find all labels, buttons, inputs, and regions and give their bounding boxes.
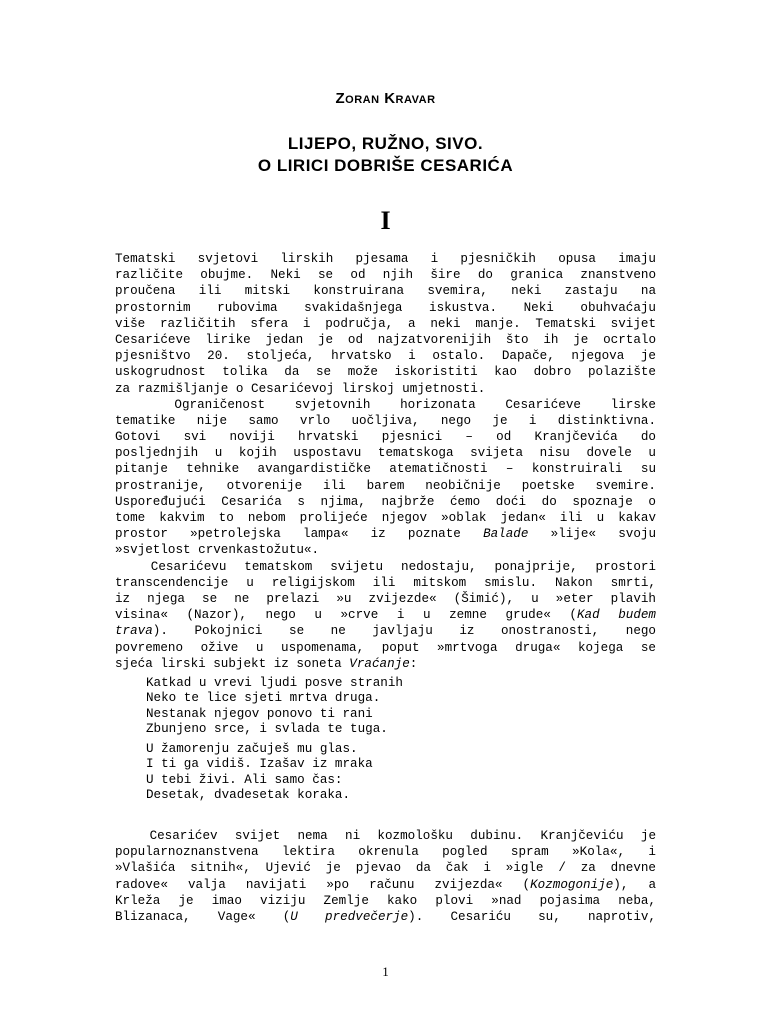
text-line [115, 316, 656, 332]
text-segment: Cesarićevu tematskom svijetu nedostaju, ponajprije, prostori [115, 559, 656, 574]
text-line [115, 623, 656, 639]
body-paragraphs-1 [115, 251, 656, 672]
text-segment: Uspoređujući Cesarića s njima, najbrže ćemo doći do spoznaje o [115, 494, 656, 509]
author-name: Zoran Kravar [335, 90, 436, 107]
text-segment: radove« valja navijati »po računu zvijezda« ( [115, 877, 531, 892]
text-segment: Krleža je imao viziju Zemlje kako plovi »nad pojasima neba, [115, 893, 656, 908]
text-line [115, 526, 656, 542]
poem-stanza-1 [146, 676, 403, 738]
text-line [115, 300, 656, 316]
text-line [115, 267, 656, 283]
text-line [115, 607, 656, 623]
text-segment: različite obujme. Neki se od njih šire do granica znanstveno [115, 268, 656, 283]
text-line [115, 381, 656, 397]
page-number: 1 [382, 964, 389, 979]
text-segment: proučena ili mitski konstruirana svemira, neki zastaju na [115, 284, 656, 299]
text-segment: Ograničenost svjetovnih horizonata Cesarićeve lirske [115, 397, 656, 412]
text-line [115, 559, 656, 575]
text-line [115, 893, 656, 909]
italic-text: U predvečerje [290, 909, 409, 924]
text-line [115, 575, 656, 591]
text-segment: pitanje tehnike avangardističke atematičnosti – konstruirali su [115, 462, 656, 477]
text-line [115, 591, 656, 607]
text-segment: pjesništvo 20. stoljeća, hrvatsko i ostalo. Dapače, njegova je [115, 349, 656, 364]
poem-line: Zbunjeno srce, i svlada te tuga. [146, 722, 388, 737]
text-line [115, 348, 656, 364]
text-line [115, 494, 656, 510]
text-line [115, 332, 656, 348]
text-segment: prostor »petrolejska lampa« iz poznate [115, 527, 484, 542]
text-segment: sjeća lirski subjekt iz soneta [115, 656, 350, 671]
text-line [115, 860, 656, 876]
poem-line: U tebi živi. Ali samo čas: [146, 772, 343, 787]
title-line-1: LIJEPO, RUŽNO, SIVO. [287, 134, 484, 153]
poem-line: I ti ga vidiš. Izašav iz mraka [146, 757, 373, 772]
text-line [115, 844, 656, 860]
text-line [115, 510, 656, 526]
text-line [115, 429, 656, 445]
text-segment: »Vlašića sitnih«, Ujević je pjevao da čak i »igle / za dnevne [115, 861, 656, 876]
text-segment: posljednjih u kojih uspostavu tematskoga svijeta nisu dovele u [115, 446, 656, 461]
body-paragraphs-2 [115, 828, 656, 925]
text-segment: za razmišljanje o Cesarićevoj lirskoj umjetnosti. [115, 381, 486, 396]
text-line [115, 542, 656, 558]
text-segment: ), a [613, 877, 657, 892]
text-segment: više različitih sfera i područja, a neki manje. Tematski svijet [115, 316, 656, 331]
text-line [115, 445, 656, 461]
text-segment: prostornim rubovima svakidašnjega iskustva. Neki obuhvaćaju [115, 300, 656, 315]
text-line [115, 397, 656, 413]
text-segment: povremeno ožive u uspomenama, poput »mrtvoga druga« kojega se [115, 640, 656, 655]
poem-line: Desetak, dvadesetak koraka. [146, 788, 351, 803]
text-segment: transcendencije u religijskom ili mitskom smislu. Nakon smrti, [115, 575, 656, 590]
text-segment: popularnoznanstvena lektira okrenula pogled spram »Kola«, i [115, 845, 656, 860]
italic-text: Balade [483, 527, 529, 542]
text-segment: Cesarićeve lirike jedan je od najzatvorenijih što ih je ocrtalo [115, 332, 656, 347]
text-segment: tome kakvim to nebom prolijeće njegov »oblak jedan« ili u kakav [115, 511, 656, 525]
text-segment: »svjetlost crvenkastožutu«. [115, 543, 320, 558]
text-segment: tematike nije samo vrlo uočljiva, nego je i distinktivna. [115, 413, 656, 428]
poem-line: Nestanak njegov ponovo ti rani [146, 706, 373, 721]
text-segment: Blizanaca, Vage« ( [115, 909, 291, 924]
text-line [115, 461, 656, 477]
text-segment: Tematski svjetovi lirskih pjesama i pjesničkih opusa imaju [115, 252, 656, 266]
section-heading: I [380, 206, 391, 235]
text-segment: »lije« svoju [528, 527, 656, 542]
text-segment: ). Cesariću su, naprotiv, [408, 909, 656, 924]
text-line [115, 364, 656, 380]
text-segment: visina« (Nazor), nego u »crve i u zemne grude« ( [115, 608, 577, 623]
italic-text: Kad budem [576, 608, 656, 623]
text-segment: iz njega se ne prelazi »u zvijezde« (Šimić), u »eter plavih [115, 591, 656, 606]
text-segment: prostranije, otvorenije ili barem neobičnije poetske svemire. [115, 478, 656, 493]
text-segment: Gotovi svi noviji hrvatski pjesnici – od Kranjčevića do [115, 430, 656, 445]
italic-text: Vraćanje [349, 656, 410, 671]
text-line [115, 877, 656, 893]
text-line [115, 251, 656, 267]
text-segment: uskogrudnost tolika da se može iskoristiti kao dobro polazište [115, 365, 656, 380]
text-line [115, 828, 656, 844]
text-segment: Cesarićev svijet nema ni kozmološku dubinu. Kranjčeviću je [115, 829, 656, 843]
poem-line: Neko te lice sjeti mrtva druga. [146, 691, 381, 706]
poem-line: U žamorenju začuješ mu glas. [146, 742, 358, 756]
text-line [115, 909, 656, 925]
text-segment: : [409, 656, 418, 671]
italic-text: trava [115, 624, 153, 639]
poem-stanza-2 [146, 742, 373, 804]
text-line [115, 413, 656, 429]
text-line [115, 478, 656, 494]
title-line-2: O LIRICI DOBRIŠE CESARIĆA [257, 156, 514, 175]
text-line [115, 656, 656, 672]
italic-text: Kozmogonije [530, 877, 614, 892]
text-segment: ). Pokojnici se ne javljaju iz onostranosti, nego [152, 624, 656, 639]
text-line [115, 640, 656, 656]
poem-line: Katkad u vrevi ljudi posve stranih [146, 676, 403, 690]
text-line [115, 283, 656, 299]
